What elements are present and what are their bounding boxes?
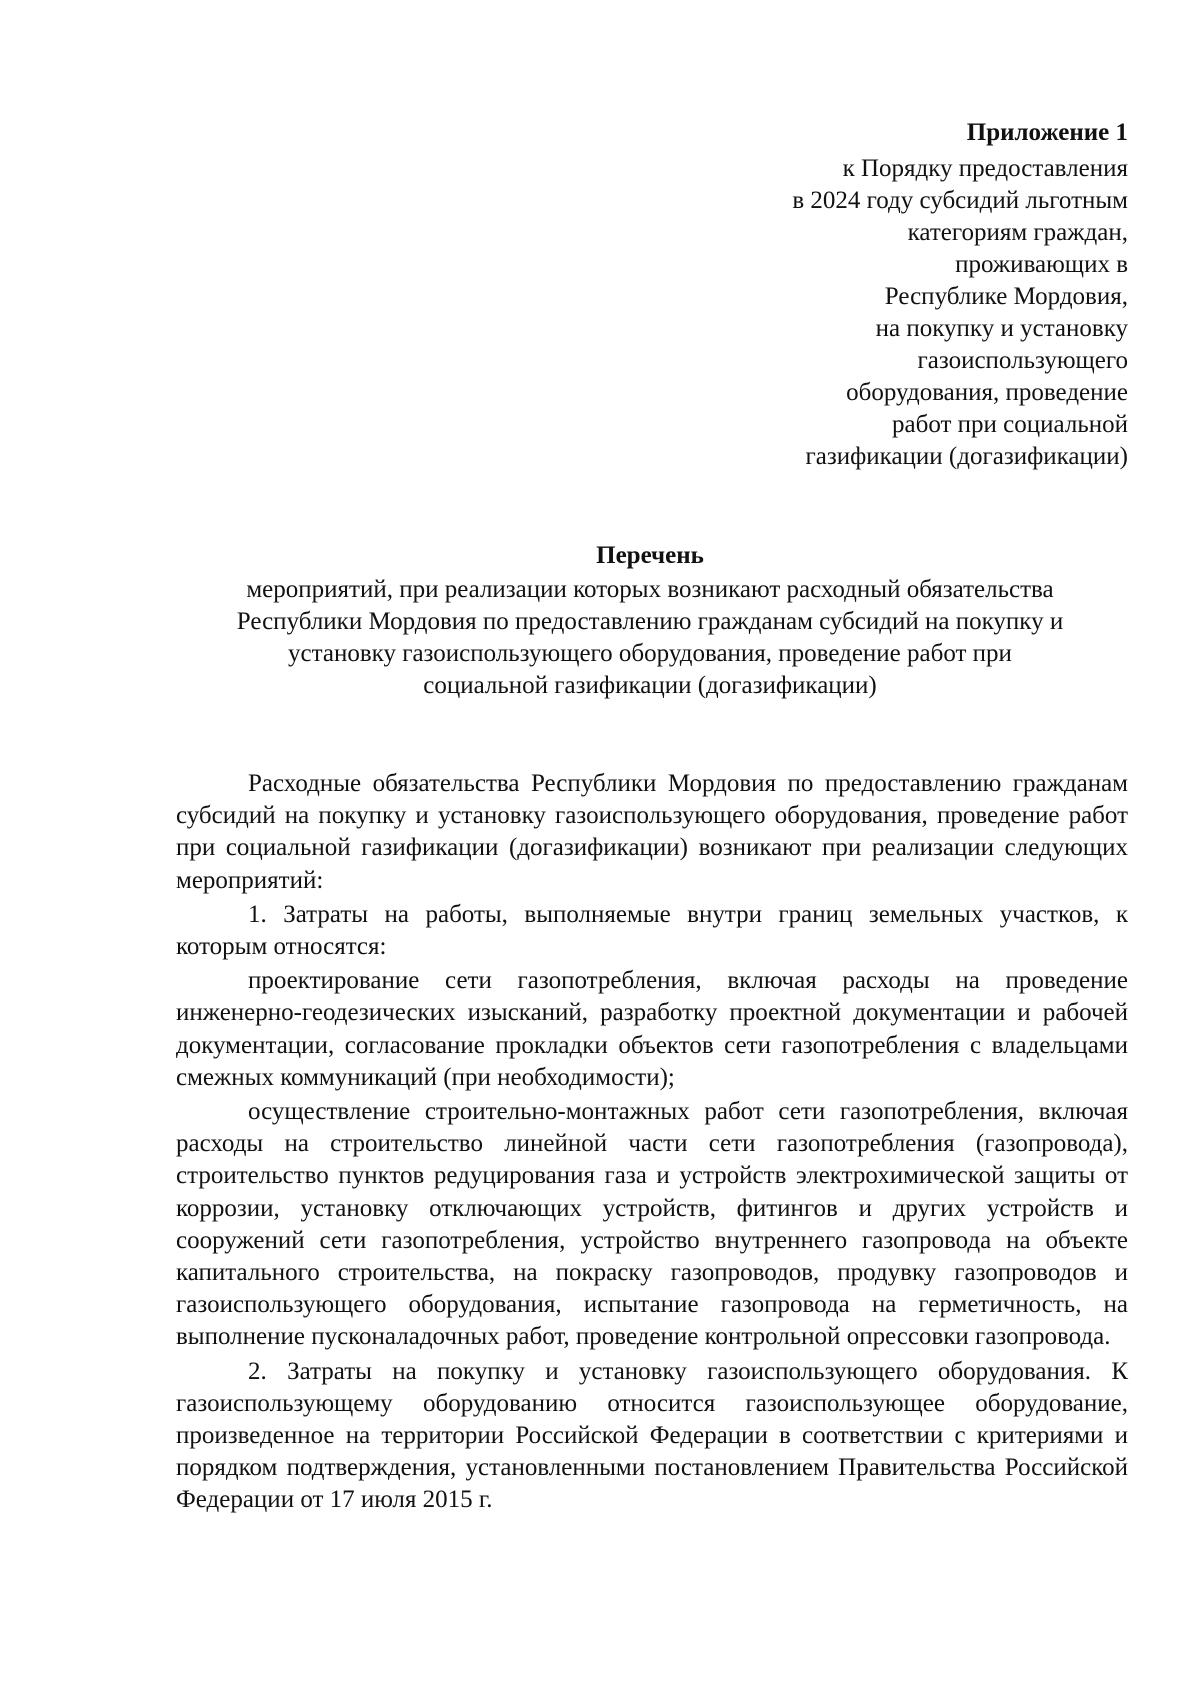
document-heading: Перечень [596,542,704,569]
appendix-line: в 2024 году субсидий льготным [792,187,1128,214]
body-paragraph: 2. Затраты на покупку и установку газоиспользующего оборудования. К газоиспользующему оборудованию относится газоиспользующее оборудование, произведенное на территории Российской Федерации в соответствии с критериями и порядком подтверждения, установленными постановлением Правительства Российской Федерации от 17 июля 2015 г. [176,1357,1128,1514]
body-paragraph: проектирование сети газопотребления, включая расходы на проведение инженерно-геодезических изысканий, разработку проектной документации и рабочей документации, согласование прокладки объектов сети газопотребления с владельцами смежных коммуникаций (при необходимости); [176,967,1128,1091]
document-subtitle-line: социальной газификации (догазификации) [423,672,877,699]
appendix-title: Приложение 1 [966,119,1128,146]
appendix-line: работ при социальной [892,411,1128,438]
document-subtitle-line: Республики Мордовия по предоставлению гражданам субсидий на покупку и [236,608,1064,635]
document-subtitle-line: установку газоиспользующего оборудования, проведение работ при [288,640,1012,667]
appendix-line: оборудования, проведение [846,379,1128,406]
document-body [176,768,1128,1519]
appendix-line: к Порядку предоставления [842,155,1128,182]
body-paragraph: Расходные обязательства Республики Мордовия по предоставлению гражданам субсидий на покупку и установку газоиспользующего оборудования, проведение работ при социальной газификации (догазификации) возникают при реализации следующих мероприятий: [176,770,1128,894]
body-paragraph: 1. Затраты на работы, выполняемые внутри границ земельных участков, к которым относятся: [176,900,1128,961]
appendix-line: на покупку и установку [875,315,1128,342]
appendix-line: категориям граждан, [907,219,1128,246]
appendix-header [668,117,1128,473]
appendix-line: газоиспользующего [917,347,1128,374]
document-title-block [175,540,1125,702]
appendix-line: газификации (догазификации) [805,443,1128,470]
document-subtitle-line: мероприятий, при реализации которых возникают расходный обязательства [246,576,1054,603]
appendix-line: Республике Мордовия, [884,283,1128,310]
body-paragraph: осуществление строительно-монтажных работ сети газопотребления, включая расходы на строительство линейной части сети газопотребления (газопровода), строительство пунктов редуцирования газа и устройств электрохимической защиты от коррозии, установку отключающих устройств, фитингов и других устройств и сооружений сети газопотребления, устройство внутреннего газопровода на объекте капитального строительства, на покраску газопроводов, продувку газопроводов и газоиспользующего оборудования, испытание газопровода на герметичность, на выполнение пусконаладочных работ, проведение контрольной опрессовки газопровода. [176,1098,1128,1351]
appendix-line: проживающих в [955,251,1128,278]
